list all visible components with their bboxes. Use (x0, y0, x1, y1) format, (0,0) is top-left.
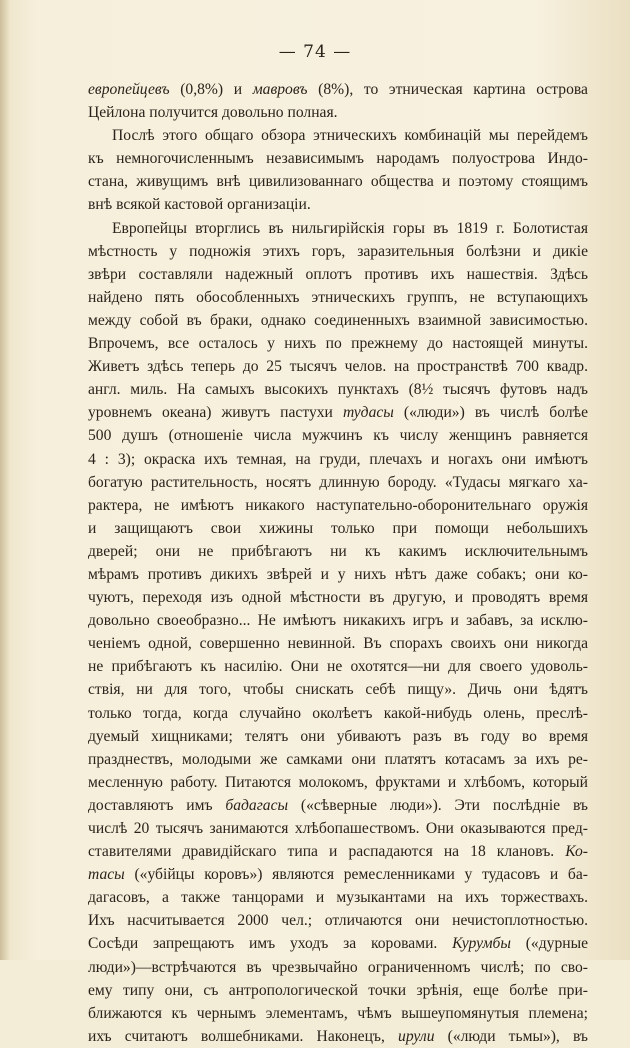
text-segment: (0,8%) и (169, 81, 253, 98)
text-segment: месленную работу. Питаются молокомъ, фруктами и хлѣбомъ, который (88, 773, 588, 791)
text-segment: довольно своеобразно... Не имѣютъ никакихъ игръ и забавъ, за исклю- (88, 612, 588, 630)
text-line (88, 586, 588, 609)
text-segment: ихъ считаютъ волшебниками. Наконецъ, (88, 1027, 399, 1045)
text-segment: ему типу они, съ антропологической точки зрѣнія, еще болѣе при- (88, 981, 588, 999)
text-line (88, 609, 588, 632)
text-segment: только тогда, когда случайно околѣетъ какой-нибудь олень, преслѣ- (88, 704, 588, 722)
text-line (88, 748, 588, 771)
page-number: — 74 — (278, 42, 352, 62)
text-segment: (8%), то этническая картина острова (307, 81, 588, 98)
text-segment: стана, живущимъ внѣ цивилизованнаго общества и поэтому стоящимъ (88, 173, 588, 191)
text-line (88, 263, 588, 286)
text-segment: Сосѣди запрещаютъ имъ уходъ за коровами. (88, 935, 453, 953)
text-segment: доставляютъ имъ (88, 796, 226, 814)
text-line (88, 124, 588, 147)
text-segment: не прибѣгаютъ къ насилію. Они не охотятся—ни для своего удоволь- (88, 658, 588, 676)
text-segment: между собой въ браки, однако соединенныхъ взаимной зависимостью. (88, 311, 588, 329)
text-segment: богатую растительность, носятъ длинную бороду. «Тудасы мягкаго ха- (88, 473, 588, 491)
text-line (88, 655, 588, 678)
text-segment: ближаются къ чернымъ элементамъ, чѣмъ вышеупомянутыя племена; (88, 1004, 588, 1022)
text-line (88, 309, 588, 332)
italic-term: ирули (398, 1027, 435, 1045)
text-line (88, 540, 588, 563)
text-line (88, 909, 588, 932)
text-line (88, 101, 588, 124)
text-segment: Послѣ этого общаго обзора этническихъ комбинацій мы перейдемъ (112, 127, 588, 145)
text-segment: найдено пять обособленныхъ этническихъ группъ, не вступающихъ (88, 288, 588, 306)
text-line (88, 147, 588, 170)
text-line (88, 240, 588, 263)
text-line (88, 471, 588, 494)
text-segment: Европейцы вторглись въ нильгирійскія горы въ 1819 г. Болотистая (112, 219, 588, 237)
text-segment: мѣстность у подножія этихъ горъ, заразительныя болѣзни и дикіе (88, 242, 588, 260)
text-segment: («люди тьмы»), въ (434, 1027, 588, 1045)
text-line (88, 286, 588, 309)
text-line (88, 517, 588, 540)
text-line (88, 401, 588, 424)
italic-term: Курумбы (452, 935, 511, 953)
text-line (88, 771, 588, 794)
text-segment: внѣ всякой кастовой организаціи. (88, 196, 311, 214)
italic-term: мавровъ (252, 81, 308, 98)
text-segment: англ. миль. На самыхъ высокихъ пунктахъ (8½ тысячъ футовъ надъ (88, 381, 588, 399)
text-segment: Цейлона получится довольно полная. (88, 104, 338, 122)
text-segment: («убійцы коровъ») являются ремесленниками у тудасовъ и ба- (124, 866, 588, 884)
text-segment: чуютъ, переходя изъ одной мѣстности въ другую, и проводятъ время (88, 589, 588, 607)
text-segment: празднествъ, молодыми же самками они платятъ котасамъ за ихъ ре- (88, 750, 588, 768)
text-segment: («дурные (510, 935, 588, 953)
text-segment: дуемый хищниками; телятъ они убиваютъ разъ въ году во время (88, 727, 588, 745)
text-segment: («сѣверные люди»). Эти послѣдніе въ (288, 796, 588, 814)
text-segment: ставителями дравидійскаго типа и распадаются на 18 клановъ. (88, 843, 566, 861)
text-line (88, 193, 588, 216)
italic-term: тудасы (342, 404, 394, 422)
italic-term: европейцевъ (88, 81, 170, 98)
text-line (88, 794, 588, 817)
text-segment: мѣрамъ противъ дикихъ звѣрей и у нихъ нѣтъ даже собакъ; они ко- (88, 565, 588, 583)
text-segment: звѣри составляли надежный оплотъ противъ ихъ нашествія. Здѣсь (88, 265, 588, 283)
text-line (88, 563, 588, 586)
text-line (88, 424, 588, 447)
text-segment: къ немногочисленнымъ независимымъ народамъ полуострова Индо- (88, 150, 588, 168)
text-line (88, 979, 588, 1002)
text-line (88, 840, 588, 863)
italic-term: Ко- (565, 843, 588, 861)
text-line (88, 886, 588, 909)
text-line (88, 78, 588, 101)
text-line (88, 678, 588, 701)
text-line (88, 956, 588, 979)
text-segment: 4 : 3); окраска ихъ темная, на груди, плечахъ и ногахъ они имѣютъ (88, 450, 588, 468)
text-line (88, 863, 588, 886)
text-segment: 500 душъ (отношеніе числа мужчинъ къ числу женщинъ равняется (88, 427, 588, 445)
text-line (88, 817, 588, 840)
text-line (88, 378, 588, 401)
text-line (88, 1025, 588, 1048)
text-segment: Ихъ насчитывается 2000 чел.; отличаются они нечистоплотностью. (88, 912, 588, 930)
text-line (88, 355, 588, 378)
text-segment: дагасовъ, а также танцорами и музыкантами на ихъ торжествахъ. (88, 889, 588, 907)
text-segment: числѣ 20 тысячъ занимаются хлѣбопашествомъ. Они оказываются пред- (88, 820, 588, 837)
text-line (88, 332, 588, 355)
text-segment: люди»)—встрѣчаются въ чрезвычайно ограниченномъ числѣ; по сво- (88, 958, 588, 976)
page-spine-shadow (0, 0, 10, 960)
text-segment: рактера, не имѣютъ никакого наступательно-оборонительнаго оружія (88, 496, 588, 514)
text-segment: ствія, ни для того, чтобы снискать себѣ пищу». Дичь они ѣдятъ (88, 681, 588, 699)
body-text (88, 78, 588, 1048)
italic-term: тасы (88, 866, 125, 884)
text-segment: Живетъ здѣсь теперь до 25 тысячъ челов. на пространствѣ 700 квадр. (88, 358, 588, 376)
text-segment: уровнемъ океана) живутъ пастухи (88, 404, 343, 422)
text-line (88, 494, 588, 517)
text-line (88, 217, 588, 240)
text-segment: Впрочемъ, все осталось у нихъ по прежнему до настоящей минуты. (88, 335, 588, 353)
text-segment: ченіемъ одной, совершенно невинной. Въ спорахъ своихъ они никогда (88, 635, 588, 653)
text-line (88, 702, 588, 725)
text-line (88, 725, 588, 748)
text-line (88, 932, 588, 955)
text-line (88, 170, 588, 193)
text-line (88, 448, 588, 471)
text-segment: и защищаютъ свои хижины только при помощи небольшихъ (88, 519, 588, 537)
text-line (88, 1002, 588, 1025)
italic-term: бадагасы (225, 796, 289, 814)
text-segment: («люди») въ числѣ болѣе (393, 404, 588, 422)
text-segment: дверей; они не прибѣгаютъ ни къ какимъ исключительнымъ (88, 542, 588, 560)
text-line (88, 632, 588, 655)
